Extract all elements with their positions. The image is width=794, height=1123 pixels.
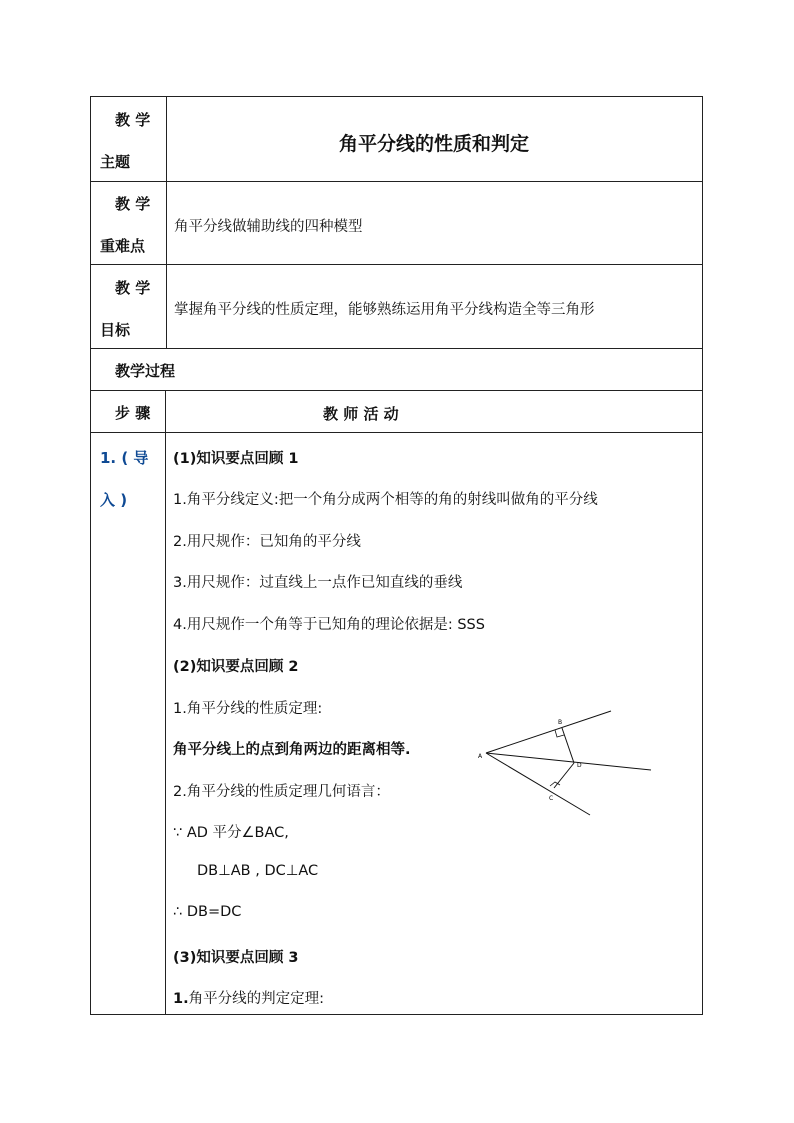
row-divider [91,181,702,182]
step-number: 1. ( 导 [100,449,149,467]
page-title: 角平分线的性质和判定 [338,133,529,155]
topic-label-line1: 教 学 [115,111,151,129]
section-3-title: (3)知识要点回顾 3 [173,950,299,966]
proof-line-1: ∵ AD 平分∠BAC, [173,825,289,841]
goal-label-line1: 教 学 [115,279,151,297]
activity-header: 教 师 活 动 [323,405,399,423]
label-b: B [558,719,563,726]
topic-label-line2: 主题 [100,153,131,171]
section-2-item-1: 1.角平分线的性质定理: [173,701,323,717]
section-1-item-3: 3.用尺规作：过直线上一点作已知直线的垂线 [173,575,463,591]
section-1-item-2: 2.用尺规作：已知角的平分线 [173,534,361,550]
difficulty-label-line1: 教 学 [115,195,151,213]
column-divider [165,390,166,1014]
label-d: D [577,762,582,769]
segment-dc [554,763,574,788]
row-divider [91,432,702,433]
section-2-theorem: 角平分线上的点到角两边的距离相等. [173,742,411,758]
label-c: C [549,795,554,802]
goal-label-line2: 目标 [100,321,131,339]
row-divider [91,390,702,391]
section-2-title: (2)知识要点回顾 2 [173,659,299,675]
difficulty-label-line2: 重难点 [100,237,146,255]
process-label: 教学过程 [115,362,176,380]
step-name: 入 ) [100,491,128,509]
section-1-item-4: 4.用尺规作一个角等于已知角的理论依据是: SSS [173,617,485,633]
section-3-item-1 [173,987,324,1008]
row-divider [91,348,702,349]
section-2-item-2: 2.角平分线的性质定理几何语言： [173,784,390,800]
goal-value: 掌握角平分线的性质定理，能够熟练运用角平分线构造全等三角形 [174,302,595,318]
difficulty-value: 角平分线做辅助线的四种模型 [174,219,363,235]
angle-bisector-figure [476,703,661,828]
section-1-item-1: 1.角平分线定义:把一个角分成两个相等的角的射线叫做角的平分线 [173,492,598,508]
proof-line-3: ∴ DB=DC [173,904,242,920]
section-1-title: (1)知识要点回顾 1 [173,451,299,467]
row-divider [91,264,702,265]
ray-ab [486,711,611,753]
lesson-plan-table [90,96,703,1015]
proof-line-2: DB⊥AB , DC⊥AC [197,863,319,879]
section-3-item-1-text: 角平分线的判定定理: [188,991,324,1007]
step-header: 步 骤 [115,404,151,422]
label-a: A [478,753,483,760]
segment-db [562,728,574,763]
section-3-item-1-number: 1. [173,991,189,1007]
